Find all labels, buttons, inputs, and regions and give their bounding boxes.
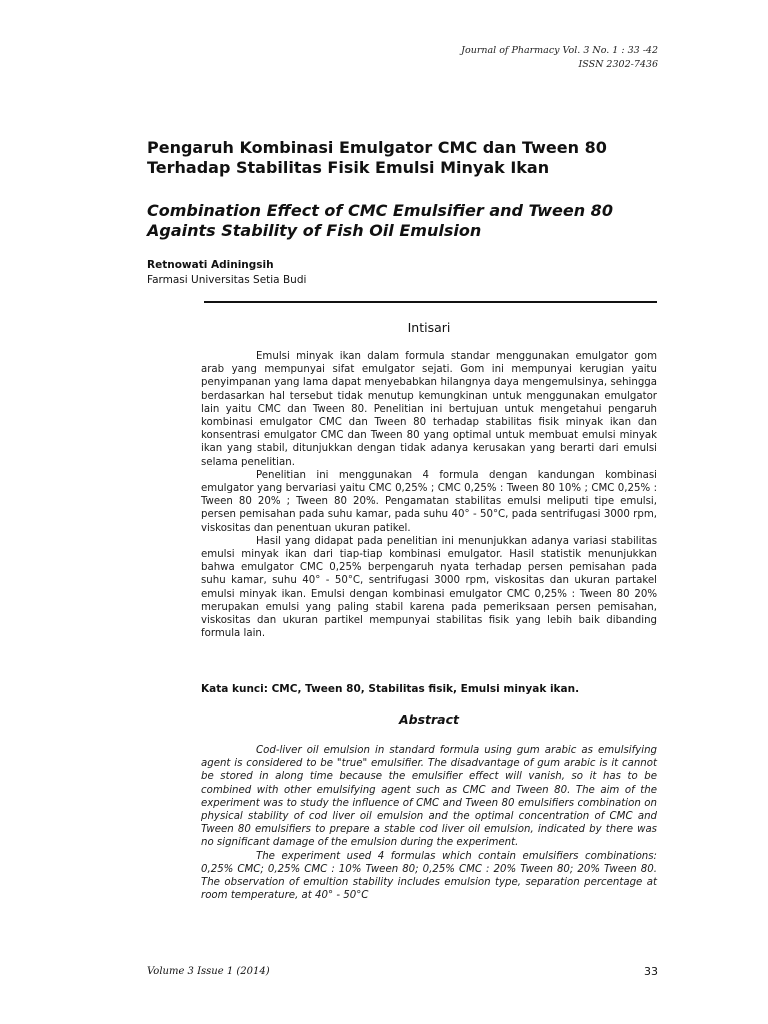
footer-volume: Volume 3 Issue 1 (2014) <box>147 966 270 977</box>
intisari-paragraph: Penelitian ini menggunakan 4 formula dengan kandungan kombinasi emulgator yang bervariasi yaitu CMC 0,25% ; CMC 0,25% : Tween 80 10% ; CMC 0,25% : Tween 80 20% ; Tween 80 20%. Pengamatan stabilitas emulsi meliputi tipe emulsi, persen pemisahan pada suhu kamar, pada suhu 40° - 50°C, pada sentrifugasi 3000 rpm, viskositas dan penentuan ukuran patikel. <box>201 469 657 534</box>
abstract-heading: Abstract <box>398 712 460 727</box>
title-indonesian: Pengaruh Kombinasi Emulgator CMC dan Tween 80 Terhadap Stabilitas Fisik Emulsi Minyak Ikan <box>147 138 607 177</box>
author-affiliation: Farmasi Universitas Setia Budi <box>147 274 307 286</box>
journal-header <box>461 44 658 72</box>
page-number: 33 <box>644 965 658 978</box>
header-divider <box>204 301 657 303</box>
abstract-body <box>201 744 657 902</box>
intisari-paragraph: Hasil yang didapat pada penelitian ini menunjukkan adanya variasi stabilitas emulsi minyak ikan dari tiap-tiap kombinasi emulgator. Hasil statistik menunjukkan bahwa emulgator CMC 0,25% berpengaruh nyata terhadap persen pemisahan pada suhu kamar, suhu 40° - 50°C, sentrifugasi 3000 rpm, viskositas dan ukuran partakel emulsi minyak ikan. Emulsi dengan kombinasi emulgator CMC 0,25% : Tween 80 20% merupakan emulsi yang paling stabil karena pada pemeriksaan persen pemisahan, viskositas dan ukuran partikel mempunyai stabilitas fisik yang lebih baik dibanding formula lain. <box>201 535 657 640</box>
intisari-body <box>201 350 657 640</box>
abstract-paragraph: Cod-liver oil emulsion in standard formula using gum arabic as emulsifying agent is considered to be "true" emulsifier. The disadvantage of gum arabic is it cannot be stored in along time because the emulsifier effect will vanish, so it has to be combined with other emulsifying agent such as CMC and Tween 80. The aim of the experiment was to study the influence of CMC and Tween 80 emulsifiers combination on physical stability of cod liver oil emulsion and the optimal concentration of CMC and Tween 80 emulsifiers to prepare a stable cod liver oil emulsion, indicated by there was no significant damage of the emulsion during the experiment. <box>201 745 657 849</box>
keywords: Kata kunci: CMC, Tween 80, Stabilitas fisik, Emulsi minyak ikan. <box>201 683 580 695</box>
journal-issn: ISSN 2302-7436 <box>578 59 658 70</box>
journal-citation: Journal of Pharmacy Vol. 3 No. 1 : 33 -42 <box>461 45 658 56</box>
abstract-paragraph: The experiment used 4 formulas which contain emulsifiers combinations: 0,25% CMC; 0,25% CMC : 10% Tween 80; 0,25% CMC : 20% Tween 80; 20% Tween 80. The observation of emultion stability includes emulsion type, separation percentage at room temperature, at 40° - 50°C <box>201 850 657 902</box>
title-english: Combination Effect of CMC Emulsifier and Tween 80 Againts Stability of Fish Oil Emulsion <box>147 201 613 240</box>
intisari-heading: Intisari <box>407 320 451 335</box>
intisari-paragraph: Emulsi minyak ikan dalam formula standar menggunakan emulgator gom arab yang mempunyai sifat emulgator sejati. Gom ini mempunyai kerugian yaitu penyimpanan yang lama dapat menyebabkan hilangnya daya mengemulsinya, sehingga berdasarkan hal tersebut tidak menutup kemungkinan untuk menggunakan emulgator lain yaitu CMC dan Tween 80. Penelitian ini bertujuan untuk mengetahui pengaruh kombinasi emulgator CMC dan Tween 80 terhadap stabilitas fisik minyak ikan dan konsentrasi emulgator CMC dan Tween 80 yang optimal untuk membuat emulsi minyak ikan yang stabil, ditunjukkan dengan tidak adanya kerusakan yang berarti dari emulsi selama penelitian. <box>201 351 657 468</box>
author-name: Retnowati Adiningsih <box>147 259 274 271</box>
